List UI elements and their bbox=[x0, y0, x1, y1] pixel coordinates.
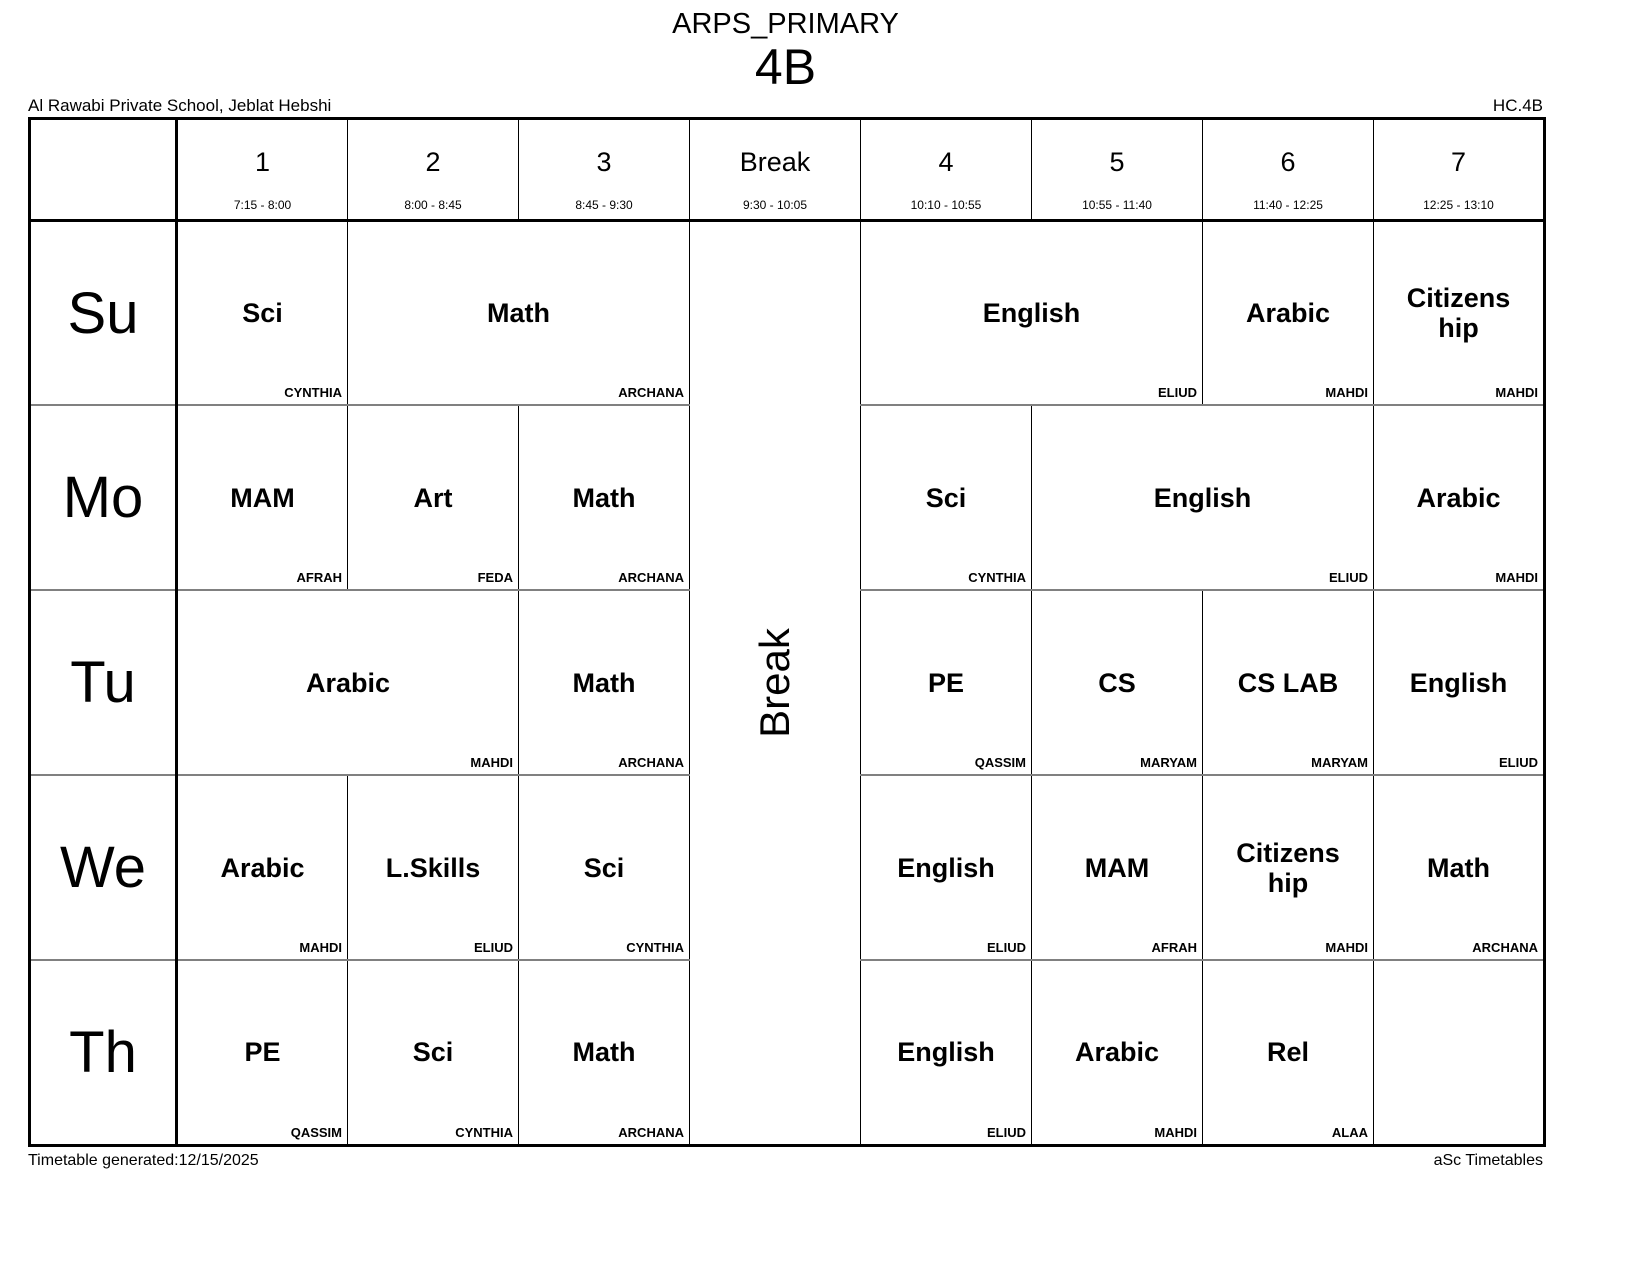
class-code: HC.4B bbox=[1492, 95, 1543, 115]
day-label-we: We bbox=[30, 775, 177, 960]
lesson-cell bbox=[861, 775, 1032, 960]
subject-label: English bbox=[897, 1037, 995, 1068]
empty-cell bbox=[1374, 960, 1545, 1145]
lesson-cell bbox=[348, 960, 519, 1145]
subject-label: Sci bbox=[925, 482, 967, 513]
period-time: 10:10 - 10:55 bbox=[910, 197, 982, 212]
subject-label: Citizenship bbox=[1236, 837, 1340, 898]
period-header-7 bbox=[1374, 118, 1545, 220]
teacher-label: CYNTHIA bbox=[968, 570, 1026, 586]
day-label-th: Th bbox=[30, 960, 177, 1145]
subject-label: Sci bbox=[583, 852, 625, 883]
period-header-1 bbox=[177, 118, 348, 220]
subject-label: CS LAB bbox=[1237, 667, 1339, 698]
day-label-tu: Tu bbox=[30, 590, 177, 775]
lesson-cell bbox=[1032, 775, 1203, 960]
period-number: 6 bbox=[1280, 146, 1296, 177]
subject-label: Arabic bbox=[1416, 482, 1501, 513]
day-label-mo: Mo bbox=[30, 405, 177, 590]
teacher-label: CYNTHIA bbox=[626, 940, 684, 956]
subject-label: Math bbox=[1427, 852, 1490, 883]
teacher-label: ARCHANA bbox=[618, 1124, 684, 1140]
subject-label: PE bbox=[244, 1037, 281, 1068]
timetable-title: ARPS_PRIMARY bbox=[672, 8, 899, 40]
period-time: 10:55 - 11:40 bbox=[1082, 197, 1152, 212]
footer bbox=[28, 1152, 1543, 1170]
teacher-label: AFRAH bbox=[1151, 940, 1197, 956]
subject-label: PE bbox=[927, 667, 965, 698]
day-label-su: Su bbox=[30, 220, 177, 405]
subject-label: CS bbox=[1098, 667, 1136, 698]
break-rotated-label: Break bbox=[751, 627, 798, 738]
lesson-cell bbox=[861, 960, 1032, 1145]
period-number: 7 bbox=[1450, 146, 1467, 177]
teacher-label: QASSIM bbox=[290, 1124, 342, 1140]
teacher-label: MARYAM bbox=[1140, 755, 1197, 771]
school-name: Al Rawabi Private School, Jeblat Hebshi bbox=[28, 95, 332, 115]
teacher-label: QASSIM bbox=[974, 755, 1026, 771]
teacher-label: MAHDI bbox=[470, 755, 513, 771]
title-block bbox=[28, 0, 1543, 94]
teacher-label: MAHDI bbox=[1495, 385, 1538, 401]
lesson-cell bbox=[348, 220, 690, 405]
period-number: 5 bbox=[1109, 146, 1125, 177]
lesson-cell bbox=[348, 775, 519, 960]
teacher-label: ARCHANA bbox=[618, 385, 684, 401]
lesson-cell bbox=[177, 220, 348, 405]
lesson-cell bbox=[1032, 960, 1203, 1145]
teacher-label: ELIUD bbox=[474, 940, 513, 956]
period-time: 9:30 - 10:05 bbox=[742, 197, 808, 212]
subject-label: English bbox=[982, 297, 1081, 328]
teacher-label: CYNTHIA bbox=[455, 1124, 513, 1140]
subject-label: English bbox=[1409, 667, 1508, 698]
period-time: 7:15 - 8:00 bbox=[233, 197, 292, 212]
subject-label: Arabic bbox=[1245, 297, 1331, 328]
subject-label: Math bbox=[572, 482, 636, 513]
subject-label: Arabic bbox=[1074, 1037, 1160, 1068]
teacher-label: FEDA bbox=[477, 570, 513, 586]
period-number: 2 bbox=[425, 146, 441, 177]
subheader bbox=[28, 96, 1543, 117]
subject-label: Math bbox=[487, 297, 550, 328]
lesson-cell bbox=[177, 590, 519, 775]
lesson-cell bbox=[177, 960, 348, 1145]
period-time: 12:25 - 13:10 bbox=[1423, 197, 1494, 212]
teacher-label: ARCHANA bbox=[618, 570, 684, 586]
period-number: 1 bbox=[254, 146, 271, 177]
lesson-cell bbox=[1032, 405, 1374, 590]
teacher-label: ARCHANA bbox=[1472, 940, 1538, 956]
subject-label: Arabic bbox=[220, 852, 305, 883]
lesson-cell bbox=[1203, 775, 1374, 960]
subject-label: Arabic bbox=[305, 667, 391, 698]
lesson-cell bbox=[348, 405, 519, 590]
period-header-row bbox=[30, 118, 1545, 220]
day-row-sunday bbox=[30, 220, 1545, 405]
subject-label: English bbox=[897, 852, 995, 883]
teacher-label: MAHDI bbox=[1154, 1124, 1197, 1140]
lesson-cell bbox=[1374, 775, 1545, 960]
teacher-label: ALAA bbox=[1331, 1124, 1368, 1140]
period-header-6 bbox=[1203, 118, 1374, 220]
lesson-cell bbox=[519, 590, 690, 775]
period-number: 4 bbox=[938, 146, 954, 177]
teacher-label: CYNTHIA bbox=[284, 385, 342, 401]
teacher-label: ELIUD bbox=[987, 1124, 1026, 1140]
lesson-cell bbox=[1203, 590, 1374, 775]
period-time: 8:00 - 8:45 bbox=[404, 197, 462, 212]
generated-timestamp: Timetable generated:12/15/2025 bbox=[28, 1151, 259, 1169]
teacher-label: ELIUD bbox=[1499, 755, 1538, 771]
teacher-label: MAHDI bbox=[1325, 940, 1368, 956]
subject-label: Citizenship bbox=[1406, 282, 1511, 344]
lesson-cell bbox=[1374, 220, 1545, 405]
period-header-3 bbox=[519, 118, 690, 220]
teacher-label: ELIUD bbox=[1158, 385, 1197, 401]
teacher-label: AFRAH bbox=[296, 570, 342, 586]
period-header-5 bbox=[1032, 118, 1203, 220]
subject-label: L.Skills bbox=[385, 852, 481, 883]
subject-label: Rel bbox=[1266, 1037, 1310, 1068]
period-header-2 bbox=[348, 118, 519, 220]
lesson-cell bbox=[177, 775, 348, 960]
subject-label: Math bbox=[572, 1037, 636, 1068]
brand-label: aSc Timetables bbox=[1433, 1151, 1543, 1169]
period-header-4 bbox=[861, 118, 1032, 220]
teacher-label: MAHDI bbox=[1325, 385, 1368, 401]
class-name: 4B bbox=[754, 39, 817, 96]
subject-label: English bbox=[1153, 482, 1252, 513]
lesson-cell bbox=[1032, 590, 1203, 775]
lesson-cell bbox=[1203, 220, 1374, 405]
lesson-cell bbox=[861, 405, 1032, 590]
timetable-grid bbox=[28, 117, 1546, 1147]
period-header-break bbox=[690, 118, 861, 220]
subject-label: Sci bbox=[412, 1037, 454, 1068]
period-number: Break bbox=[739, 146, 811, 177]
lesson-cell bbox=[519, 405, 690, 590]
period-number: 3 bbox=[596, 146, 612, 177]
teacher-label: ELIUD bbox=[987, 940, 1026, 956]
subject-label: Math bbox=[572, 667, 636, 698]
teacher-label: ELIUD bbox=[1329, 570, 1368, 586]
subject-label: Sci bbox=[242, 297, 283, 328]
timetable-page bbox=[28, 0, 1543, 1170]
break-column-cell bbox=[690, 220, 861, 1145]
teacher-label: ARCHANA bbox=[618, 755, 684, 771]
period-time: 11:40 - 12:25 bbox=[1253, 197, 1323, 212]
teacher-label: MAHDI bbox=[1495, 570, 1538, 586]
subject-label: MAM bbox=[230, 482, 295, 513]
lesson-cell bbox=[1374, 405, 1545, 590]
corner-cell bbox=[30, 118, 177, 220]
lesson-cell bbox=[519, 960, 690, 1145]
teacher-label: MAHDI bbox=[299, 940, 342, 956]
subject-label: MAM bbox=[1084, 852, 1150, 883]
lesson-cell bbox=[177, 405, 348, 590]
lesson-cell bbox=[1203, 960, 1374, 1145]
lesson-cell bbox=[861, 220, 1203, 405]
lesson-cell bbox=[1374, 590, 1545, 775]
period-time: 8:45 - 9:30 bbox=[575, 197, 633, 212]
lesson-cell bbox=[519, 775, 690, 960]
subject-label: Art bbox=[413, 482, 453, 513]
lesson-cell bbox=[861, 590, 1032, 775]
teacher-label: MARYAM bbox=[1311, 755, 1368, 771]
